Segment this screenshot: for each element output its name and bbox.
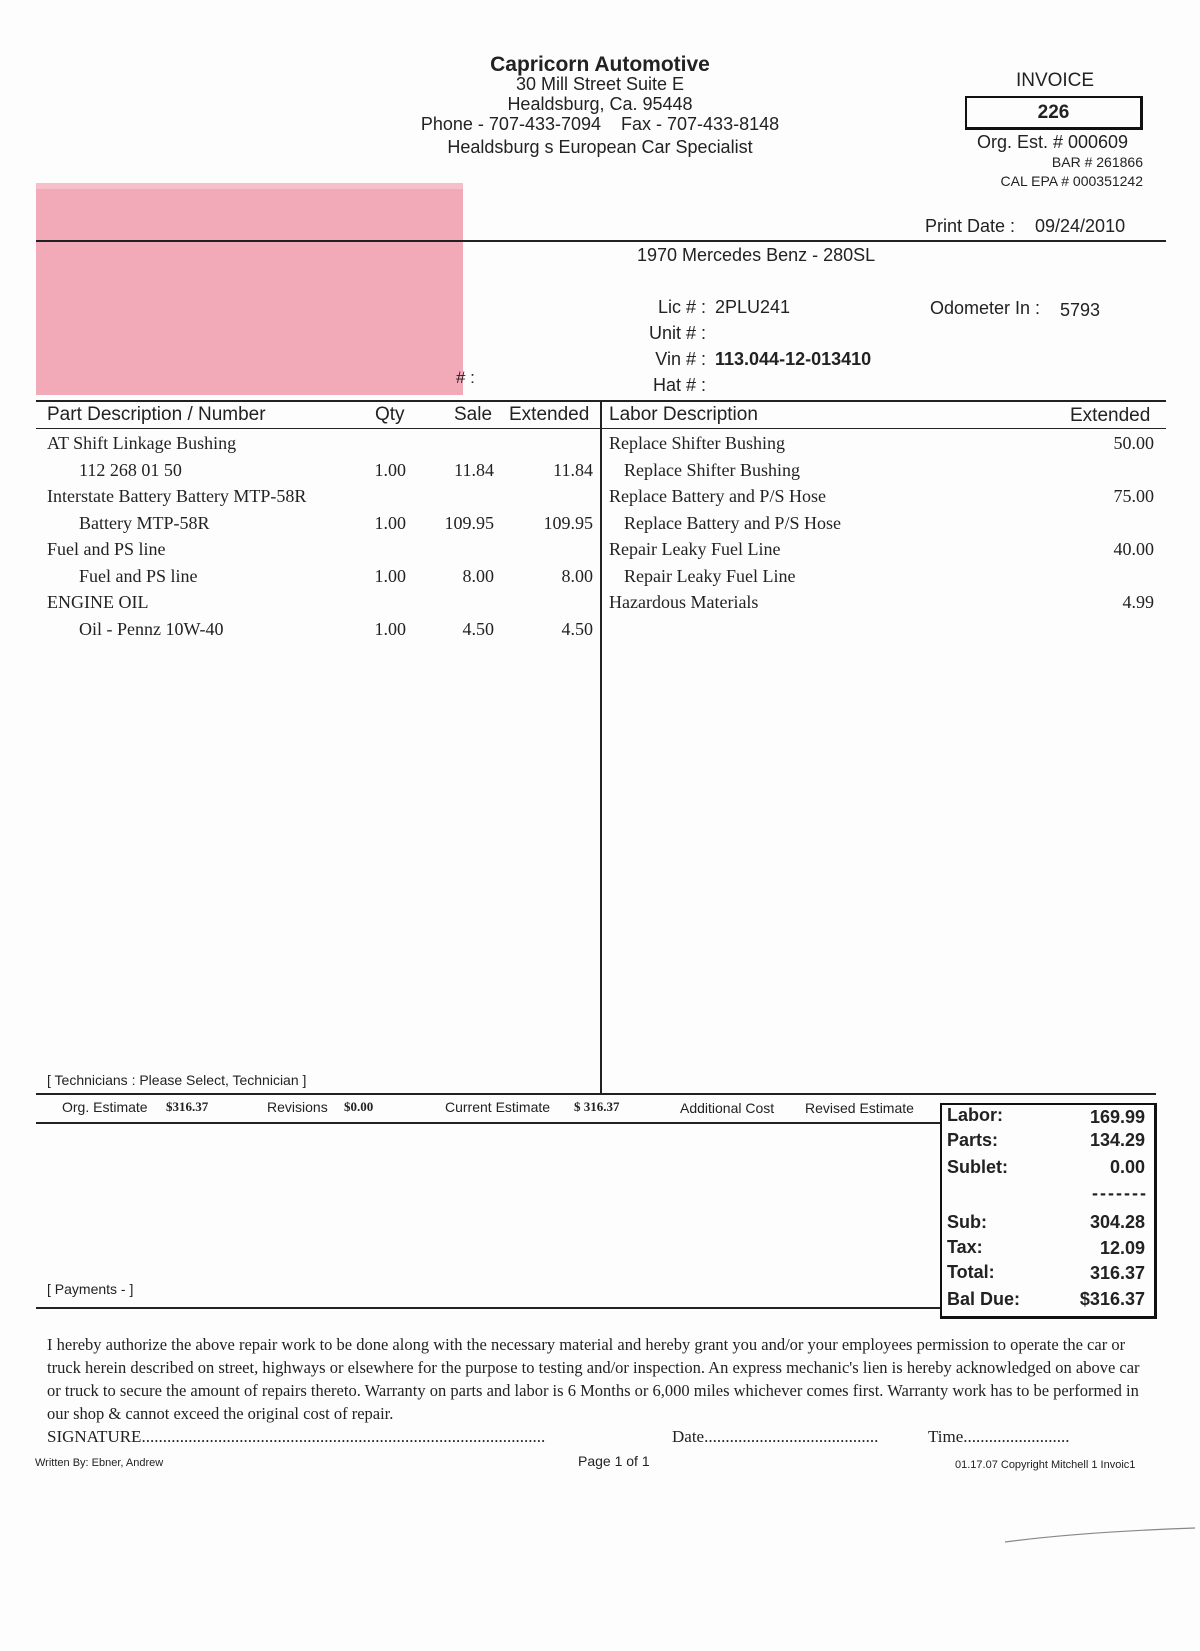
shop-tagline: Healdsburg s European Car Specialist (447, 137, 753, 157)
labor-row-desc: Hazardous Materials (609, 592, 759, 612)
part-row-desc: Battery MTP-58R (79, 513, 210, 533)
technicians-note: [ Technicians : Please Select, Technician ] (47, 1072, 307, 1088)
part-row-qty: 1.00 (374, 619, 406, 639)
part-row-desc: 112 268 01 50 (79, 460, 182, 480)
shop-city: Healdsburg, Ca. 95448 (507, 94, 693, 114)
odometer-label: Odometer In : (930, 298, 1041, 318)
totals-labor-value: 169.99 (1089, 1107, 1145, 1127)
print-date: 09/24/2010 (1035, 216, 1126, 236)
vin-value: 113.044-12-013410 (715, 349, 872, 369)
totals-parts-label: Parts: (947, 1130, 999, 1150)
totals-divider: ------- (1092, 1183, 1148, 1203)
vehicle-description: 1970 Mercedes Benz - 280SL (637, 245, 876, 265)
labor-row-desc: Repair Leaky Fuel Line (609, 539, 781, 559)
revised-estimate-label: Revised Estimate (805, 1100, 914, 1116)
col-labor-extended: Extended (1070, 405, 1151, 426)
totals-labor-label: Labor: (947, 1105, 1003, 1125)
labor-row-extended: 4.99 (1122, 592, 1154, 612)
totals-sub-value: 304.28 (1089, 1212, 1145, 1232)
authorization-text: I hereby authorize the above repair work to be done along with the necessary material and hereby grant you and/or your employees permission to operate the car or truck herein described on street, highways or elsewhere for the purpose to testing and/or inspection. An express mechanic's lien is hereby acknowledged on above car or truck to secure the amount of repairs thereto. Warranty on parts and labor is 6 Months or 6,000 miles whichever comes first. Warranty work has to be performed in our shop & cannot exceed the original cost of repair. (47, 1335, 1140, 1423)
scan-mark (1000, 1520, 1200, 1550)
estimate-bottom-rule (36, 1122, 941, 1124)
part-row-qty: 1.00 (374, 460, 406, 480)
labor-row-extended: 75.00 (1113, 486, 1154, 506)
partial-field-label: # : (456, 368, 475, 387)
part-row-sale: 11.84 (454, 460, 494, 480)
page-number: Page 1 of 1 (578, 1453, 650, 1469)
part-row-desc: Fuel and PS line (47, 539, 166, 559)
part-row-desc: Oil - Pennz 10W-40 (79, 619, 224, 639)
shop-street: 30 Mill Street Suite E (515, 74, 685, 94)
written-by: Written By: Ebner, Andrew (35, 1457, 164, 1469)
payments-note: [ Payments - ] (47, 1281, 134, 1297)
org-est-number: Org. Est. # 000609 (976, 132, 1129, 152)
part-row-extended: 11.84 (553, 460, 593, 480)
bar-number: BAR # 261866 (1051, 154, 1143, 170)
invoice-number: 226 (965, 96, 1143, 130)
part-row-desc: AT Shift Linkage Bushing (47, 433, 237, 453)
totals-tax-value: 12.09 (1099, 1238, 1145, 1258)
labor-row-extended: 40.00 (1113, 539, 1154, 559)
current-estimate-value: $ 316.37 (574, 1099, 620, 1114)
redaction-edge (36, 183, 463, 189)
org-estimate-label: Org. Estimate (62, 1099, 148, 1115)
header-divider (36, 240, 1166, 242)
additional-cost-label: Additional Cost (680, 1100, 775, 1116)
totals-total-value: 316.37 (1089, 1263, 1145, 1283)
shop-name: Capricorn Automotive (490, 53, 710, 76)
col-sale: Sale (454, 404, 493, 425)
signature-line: SIGNATURE............................................................................................... (47, 1427, 546, 1446)
part-row-extended: 109.95 (543, 513, 593, 533)
print-date-label: Print Date : (925, 216, 1016, 236)
labor-row-desc: Repair Leaky Fuel Line (624, 566, 796, 586)
date-line: Date......................................... (672, 1427, 879, 1446)
odometer-value: 5793 (1060, 300, 1101, 320)
part-row-extended: 8.00 (561, 566, 593, 586)
lic-value: 2PLU241 (715, 297, 791, 317)
hat-label: Hat # : (652, 375, 706, 395)
part-row-sale: 4.50 (462, 619, 494, 639)
estimate-top-rule (36, 1093, 1156, 1095)
org-estimate-value: $316.37 (166, 1099, 209, 1114)
totals-tax-label: Tax: (947, 1237, 983, 1257)
lic-label: Lic # : (657, 297, 706, 317)
part-row-qty: 1.00 (374, 566, 406, 586)
labor-row-desc: Replace Shifter Bushing (609, 433, 785, 453)
revisions-label: Revisions (267, 1099, 328, 1115)
totals-sub-label: Sub: (947, 1212, 987, 1232)
current-estimate-label: Current Estimate (445, 1099, 551, 1115)
invoice-label: INVOICE (1015, 70, 1095, 91)
redacted-customer-block (36, 183, 463, 395)
shop-phone-fax: Phone - 707-433-7094 Fax - 707-433-8148 (420, 114, 780, 134)
part-row-desc: Fuel and PS line (79, 566, 198, 586)
col-part-description: Part Description / Number (47, 404, 266, 425)
part-row-desc: ENGINE OIL (47, 592, 149, 612)
part-row-qty: 1.00 (374, 513, 406, 533)
col-labor-description: Labor Description (609, 404, 758, 425)
totals-parts-value: 134.29 (1089, 1130, 1145, 1150)
part-row-sale: 109.95 (444, 513, 494, 533)
labor-row-desc: Replace Battery and P/S Hose (609, 486, 826, 506)
unit-label: Unit # : (648, 323, 706, 343)
part-row-extended: 4.50 (561, 619, 593, 639)
col-extended: Extended (509, 404, 590, 425)
revisions-value: $0.00 (344, 1099, 374, 1114)
time-line: Time......................... (928, 1427, 1070, 1446)
totals-sublet-label: Sublet: (947, 1157, 1008, 1177)
cal-epa-number: CAL EPA # 000351242 (1000, 173, 1143, 189)
vin-label: Vin # : (655, 349, 706, 369)
payments-bottom-rule (36, 1307, 941, 1309)
copyright: 01.17.07 Copyright Mitchell 1 Invoic1 (955, 1459, 1136, 1471)
part-row-sale: 8.00 (462, 566, 494, 586)
totals-bal-due-label: Bal Due: (947, 1289, 1021, 1309)
totals-total-label: Total: (947, 1262, 995, 1282)
col-qty: Qty (375, 404, 405, 425)
labor-row-desc: Replace Battery and P/S Hose (624, 513, 841, 533)
totals-bal-due-value: $316.37 (1079, 1289, 1145, 1309)
labor-row-desc: Replace Shifter Bushing (624, 460, 800, 480)
labor-row-extended: 50.00 (1113, 433, 1154, 453)
part-row-desc: Interstate Battery Battery MTP-58R (47, 486, 307, 506)
column-divider (600, 401, 602, 1093)
totals-sublet-value: 0.00 (1109, 1157, 1145, 1177)
